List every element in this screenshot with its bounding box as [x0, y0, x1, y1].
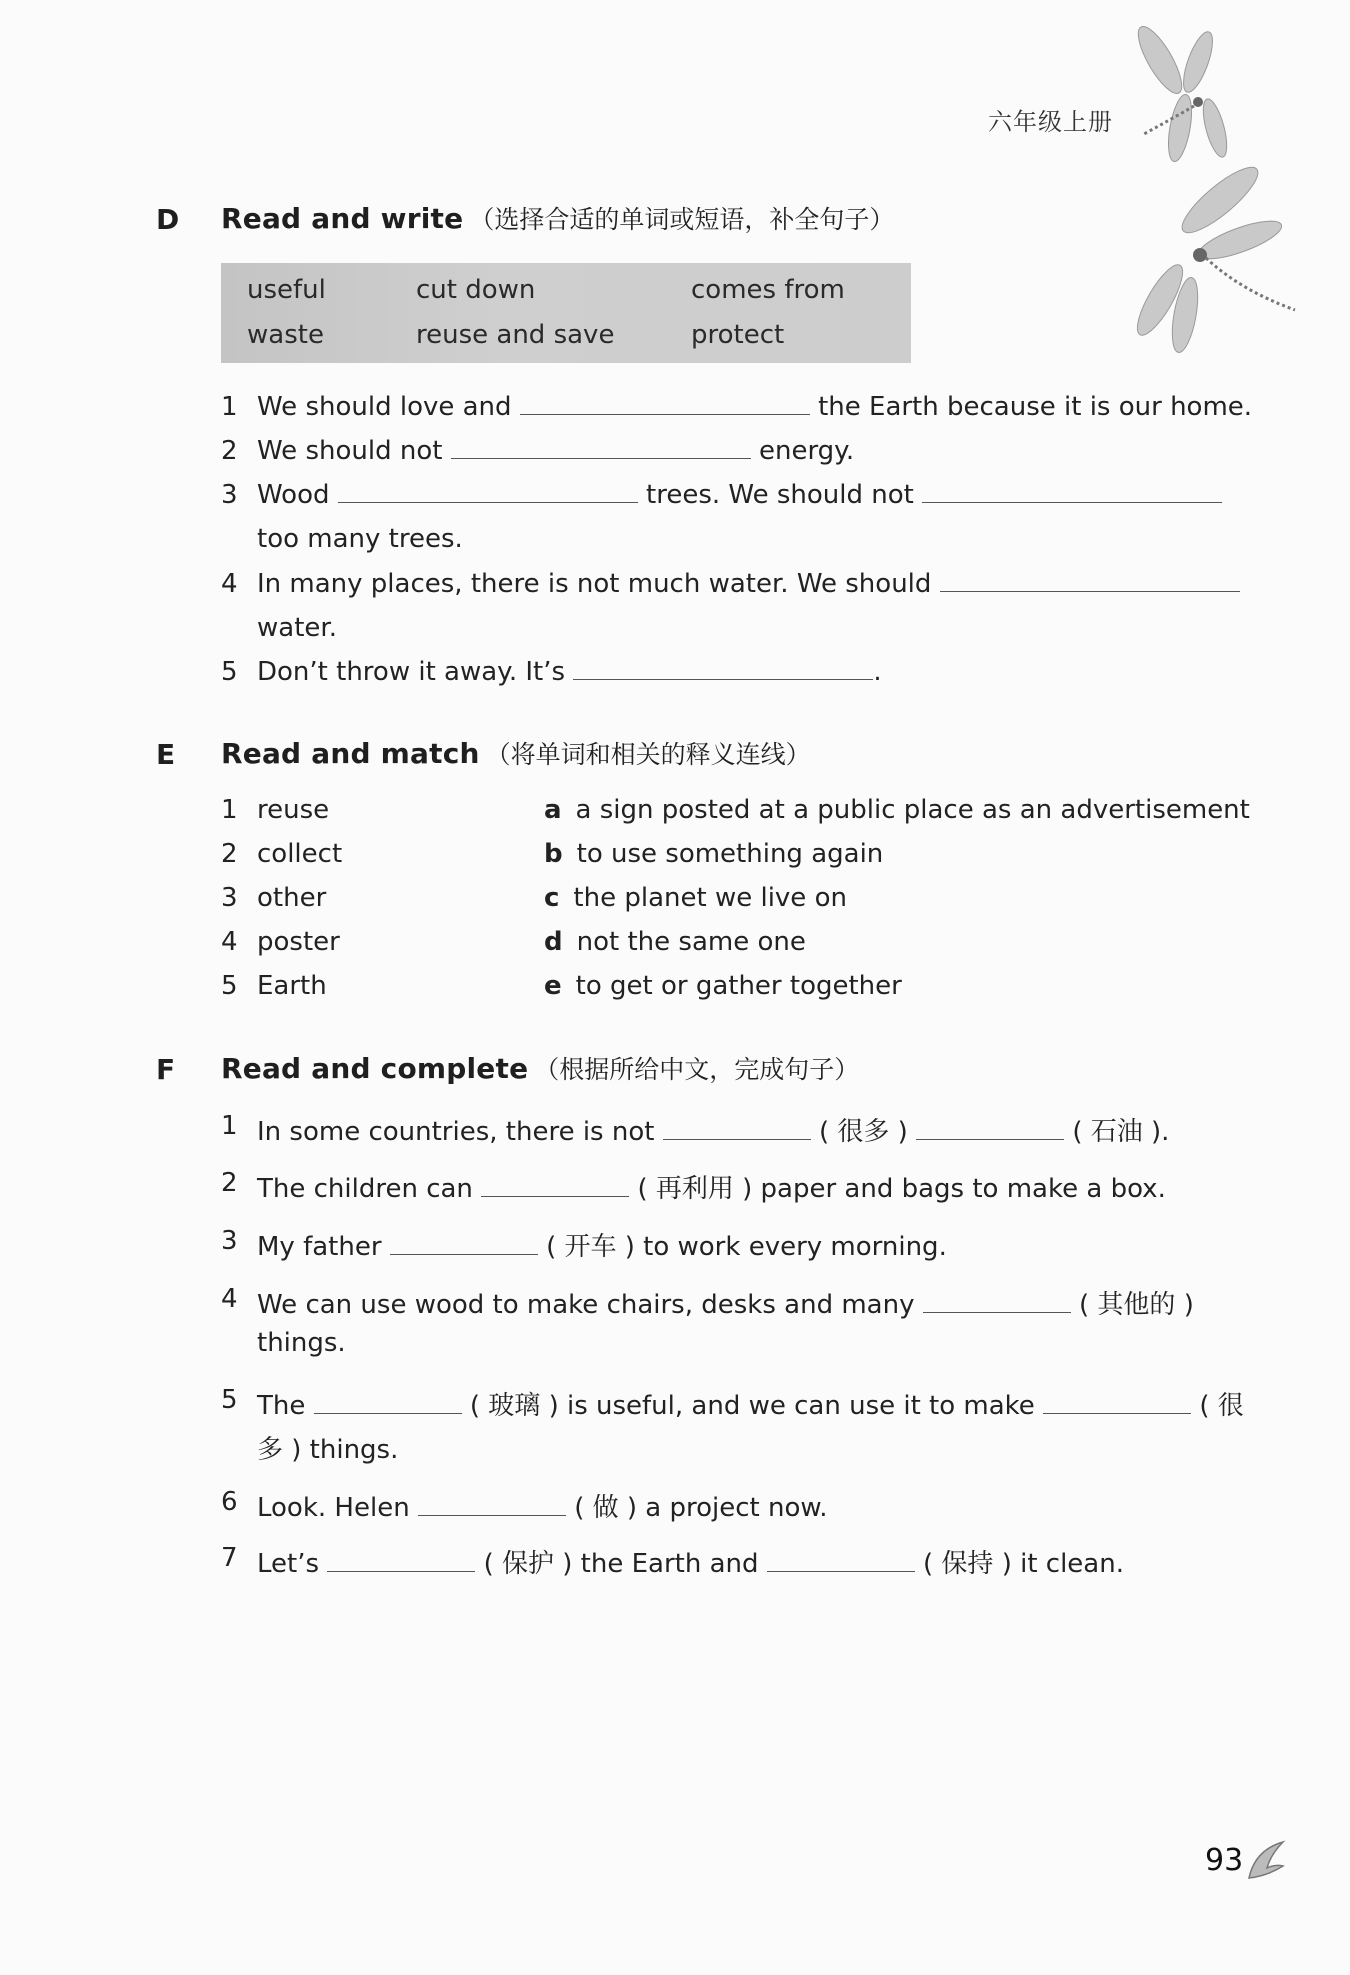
match-word[interactable]: reuse: [257, 795, 330, 825]
word-bank: [221, 263, 911, 363]
item-number: 3: [221, 480, 238, 510]
sentence-f4: [257, 1284, 1194, 1321]
sentence-text: trees. We should not: [646, 480, 914, 510]
definition-letter: d: [544, 927, 563, 957]
dragonfly-icon: [1120, 150, 1300, 370]
sentence-text: .: [873, 657, 882, 687]
sentence-f5-cont: 多 ) things.: [257, 1435, 399, 1465]
section-e-letter: E: [156, 738, 176, 771]
sentence-f1: [257, 1111, 1169, 1148]
match-word[interactable]: poster: [257, 927, 340, 957]
definition-text: to use something again: [576, 839, 884, 869]
sentence-f6: [257, 1487, 828, 1524]
match-word[interactable]: other: [257, 883, 327, 913]
definition-letter: a: [544, 795, 562, 825]
item-number: 5: [221, 657, 238, 687]
section-d-title: [221, 200, 894, 236]
sentence-text: the Earth because it is our home.: [818, 392, 1253, 422]
sentence-f7: [257, 1543, 1124, 1580]
item-number: 3: [221, 883, 238, 913]
word-bank-item: cut down: [416, 275, 536, 305]
sentence-d4: [257, 569, 1240, 599]
sentence-text: The: [257, 1391, 306, 1421]
section-d-letter: D: [156, 203, 180, 236]
item-number: 1: [221, 392, 238, 422]
section-d-title-zh: （选择合适的单词或短语，补全句子）: [469, 205, 895, 234]
sentence-text: ( 很: [1199, 1391, 1244, 1421]
sentence-text: Look. Helen: [257, 1493, 410, 1523]
definition-text: to get or gather together: [575, 971, 902, 1001]
sentence-f3: [257, 1226, 947, 1263]
word-bank-item: reuse and save: [416, 320, 615, 350]
item-number: 1: [221, 1111, 238, 1141]
answer-blank[interactable]: [327, 1549, 475, 1572]
definition-text: not the same one: [576, 927, 806, 957]
answer-blank[interactable]: [922, 480, 1222, 503]
answer-blank[interactable]: [338, 480, 638, 503]
word-bank-item: comes from: [691, 275, 845, 305]
grade-label: 六年级上册: [988, 108, 1113, 136]
sentence-d1: [257, 392, 1252, 422]
section-f-letter: F: [156, 1053, 176, 1086]
sentence-d5: [257, 657, 882, 687]
sentence-d3-cont: too many trees.: [257, 524, 463, 554]
definition-letter: b: [544, 839, 563, 869]
item-number: 4: [221, 569, 238, 599]
item-number: 3: [221, 1226, 238, 1256]
section-f-title: [221, 1050, 859, 1086]
sentence-text: The children can: [257, 1174, 473, 1204]
sentence-text: ( 保持 ) it clean.: [923, 1549, 1124, 1579]
sentence-text: ( 保护 ) the Earth and: [483, 1549, 759, 1579]
sentence-text: energy.: [758, 436, 855, 466]
answer-blank[interactable]: [390, 1232, 538, 1255]
item-number: 1: [221, 795, 238, 825]
sentence-text: ( 很多 ): [818, 1117, 908, 1147]
sentence-f2: [257, 1168, 1166, 1205]
answer-blank[interactable]: [1043, 1391, 1191, 1414]
sentence-text: Don’t throw it away. It’s: [257, 657, 566, 687]
sentence-text: In some countries, there is not: [257, 1117, 655, 1147]
item-number: 5: [221, 971, 238, 1001]
section-d-title-en: Read and write: [221, 202, 464, 235]
word-bank-item: protect: [691, 320, 785, 350]
match-word[interactable]: Earth: [257, 971, 327, 1001]
leaf-icon: [1245, 1838, 1287, 1882]
item-number: 4: [221, 927, 238, 957]
item-number: 2: [221, 1168, 238, 1198]
sentence-text: ( 其他的 ): [1079, 1290, 1194, 1320]
match-definition[interactable]: [544, 927, 806, 957]
answer-blank[interactable]: [573, 657, 873, 680]
match-word[interactable]: collect: [257, 839, 343, 869]
sentence-text: We can use wood to make chairs, desks and many: [257, 1290, 915, 1320]
sentence-text: We should not: [257, 436, 443, 466]
match-definition[interactable]: [544, 971, 902, 1001]
definition-text: the planet we live on: [573, 883, 847, 913]
item-number: 4: [221, 1284, 238, 1314]
section-f-title-en: Read and complete: [221, 1052, 529, 1085]
answer-blank[interactable]: [418, 1493, 566, 1516]
definition-letter: e: [544, 971, 562, 1001]
item-number: 2: [221, 436, 238, 466]
answer-blank[interactable]: [520, 392, 810, 415]
match-definition[interactable]: [544, 839, 883, 869]
sentence-text: ( 再利用 ) paper and bags to make a box.: [637, 1174, 1166, 1204]
word-bank-item: waste: [247, 320, 324, 350]
sentence-d4-cont: water.: [257, 613, 337, 643]
sentence-text: We should love and: [257, 392, 512, 422]
sentence-d2: [257, 436, 854, 466]
item-number: 6: [221, 1487, 238, 1517]
sentence-f5: [257, 1385, 1244, 1422]
section-f-title-zh: （根据所给中文，完成句子）: [534, 1055, 860, 1084]
sentence-text: My father: [257, 1232, 382, 1262]
definition-text: a sign posted at a public place as an advertisement: [575, 795, 1250, 825]
item-number: 5: [221, 1385, 238, 1415]
sentence-text: Wood: [257, 480, 330, 510]
page-number: 93: [1205, 1843, 1244, 1878]
answer-blank[interactable]: [663, 1117, 811, 1140]
answer-blank[interactable]: [767, 1549, 915, 1572]
sentence-text: ( 做 ) a project now.: [574, 1493, 828, 1523]
section-e-title-zh: （将单词和相关的释义连线）: [485, 740, 811, 769]
sentence-text: ( 开车 ) to work every morning.: [546, 1232, 947, 1262]
item-number: 2: [221, 839, 238, 869]
sentence-text: Let’s: [257, 1549, 320, 1579]
sentence-text: In many places, there is not much water. We should: [257, 569, 932, 599]
sentence-text: ( 石油 ).: [1072, 1117, 1170, 1147]
dragonfly-icon: [1120, 20, 1250, 170]
answer-blank[interactable]: [451, 436, 751, 459]
match-definition[interactable]: [544, 795, 1250, 825]
word-bank-item: useful: [247, 275, 326, 305]
answer-blank[interactable]: [314, 1391, 462, 1414]
item-number: 7: [221, 1543, 238, 1573]
answer-blank[interactable]: [940, 569, 1240, 592]
section-e-title-en: Read and match: [221, 737, 480, 770]
section-e-title: [221, 735, 811, 771]
sentence-f4-cont: things.: [257, 1328, 346, 1358]
sentence-text: ( 玻璃 ) is useful, and we can use it to make: [469, 1391, 1035, 1421]
answer-blank[interactable]: [916, 1117, 1064, 1140]
sentence-d3: [257, 480, 1222, 510]
match-definition[interactable]: [544, 883, 847, 913]
definition-letter: c: [544, 883, 560, 913]
answer-blank[interactable]: [923, 1290, 1071, 1313]
answer-blank[interactable]: [481, 1174, 629, 1197]
